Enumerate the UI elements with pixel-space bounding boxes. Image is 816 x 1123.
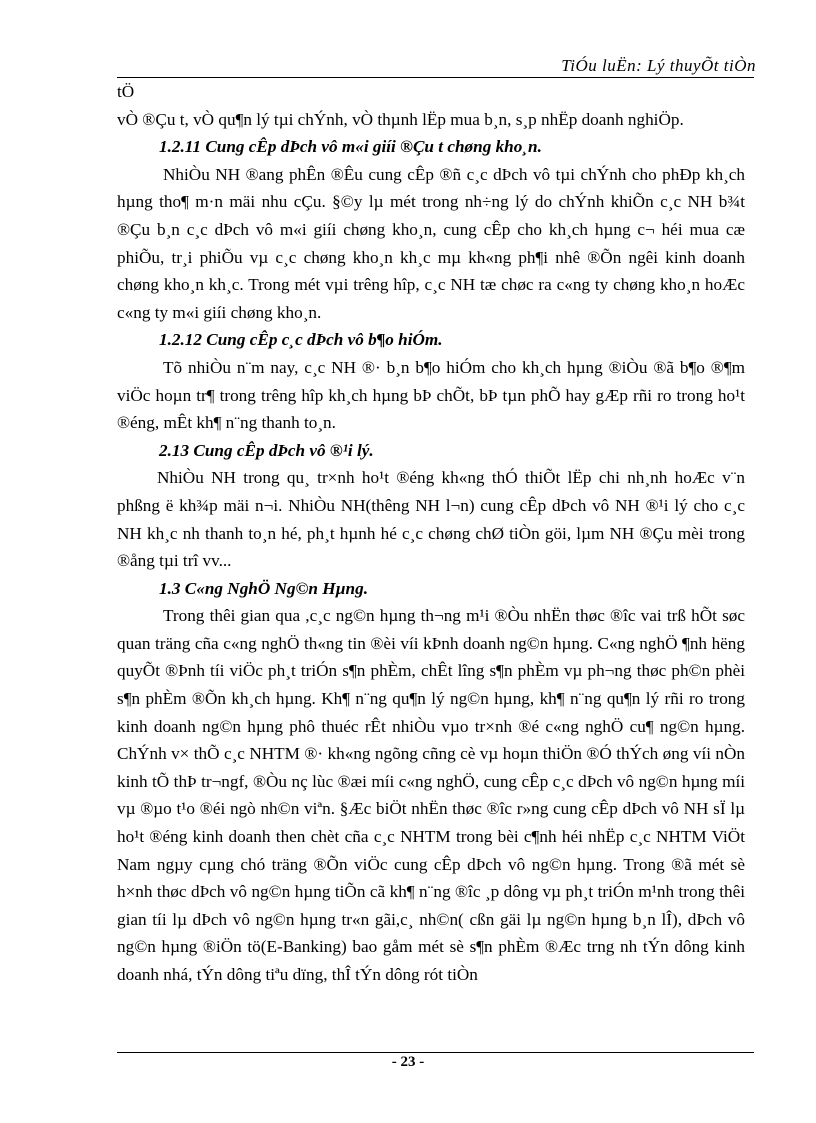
section-heading: 1.2.12 Cung cÊp c¸c dÞch vô b¶o hiÓm. (159, 330, 443, 350)
section-heading: 1.3 C«ng NghÖ Ng©n Hµng. (159, 578, 368, 598)
paragraph: NhiÒu NH trong qu¸ tr×nh ho¹t ®éng kh«ng thÓ thiÕt lËp chi nh¸nh hoÆc v¨n phßng ë kh¾p mäi n¬i. NhiÒu NH(thêng NH l¬n) cung cÊp dÞch vô NH ®¹i lý cho c¸c NH kh¸c nh thanh to¸n hé, ph¸t hµnh hé c¸c chøng chØ tiÒn göi, lµm NH ®Çu mèi trong ®ång tµi trî vv... (117, 468, 745, 571)
header-title: TiÓu luËn: Lý thuyÕt tiÒn (561, 56, 756, 75)
section-heading: 1.2.11 Cung cÊp dÞch vô m«i giíi ®Çu t chøng kho¸n. (159, 137, 542, 157)
paragraph: NhiÒu NH ®ang phÊn ®Êu cung cÊp ®ñ c¸c dÞch vô tµi chÝnh cho phÐp kh¸ch hµng tho¶ m·n mäi nhu cÇu. §©y lµ mét trong nh÷ng lý do chÝnh khiÕn c¸c NH b¾t ®Çu b¸n c¸c dÞch vô m«i giíi chøng kho¸n, cung cÊp cho kh¸ch hµng c¬ héi mua cæ phiÕu, tr¸i phiÕu vµ c¸c chøng kho¸n kh¸c mµ kh«ng ph¶i nhê ®Õn ngêi kinh doanh chøng kho¸n kh¸c. Trong mét vµi trêng hîp, c¸c NH tæ chøc ra c«ng ty chøng kho¸n hoÆc c«ng ty m«i giíi chøng kho¸n. (117, 164, 745, 322)
section-heading: 2.13 Cung cÊp dÞch vô ®¹i lý. (159, 440, 374, 460)
paragraph: Trong thêi gian qua ,c¸c ng©n hµng th¬ng m¹i ®Òu nhËn thøc ®îc vai trß hÕt søc quan träng cña c«ng nghÖ th«ng tin ®èi víi kÞnh doanh ng©n hµng. C«ng nghÖ ¶nh hëng quyÕt ®Þnh tíi viÖc ph¸t triÓn s¶n phÈm, chÊt lîng s¶n phÈm vµ ph¬ng thøc ph©n phèi s¶n phÈm ®Õn kh¸ch hµng. Kh¶ n¨ng qu¶n lý ng©n hµng, kh¶ n¨ng qu¶n lý rñi ro trong kinh doanh ng©n hµng phô thuéc rÊt nhiÒu vµo tr×nh ®é c«ng nghÖ cu¶ ng©n hµng. ChÝnh v× thÕ c¸c NHTM ®· kh«ng ngõng cñng cè vµ hoµn thiÖn ®Ó thÝch øng víi nÒn kinh tÕ thÞ tr¬ngf, ®Òu nç lùc ®æi míi c«ng nghÖ, cung cÊp c¸c dÞch vô ng©n hµng míi vµ ®µo t¹o ®éi ngò nh©n viªn. §Æc biÖt nhËn thøc ®îc r»ng cung cÊp dÞch vô NH sÏ lµ ho¹t ®éng kinh doanh then chèt cña c¸c NHTM trong bèi c¶nh héi nhËp c¸c NHTM ViÖt Nam ngµy cµng chó träng ®Õn viÖc cung cÊp dÞch vô ng©n hµng. Trong ®ã mét sè h×nh thøc dÞch vô ng©n hµng tiÕn cã kh¶ n¨ng ®îc ¸p dông vµ ph¸t triÓn m¹nh trong thêi gian tíi lµ dÞch vô ng©n hµng tr«n gãi,c¸ nh©n( cßn gäi lµ ng©n hµng b¸n lÎ), dÞch vô ng©n hµng ®iÖn tö(E-Banking) bao gåm mét sè s¶n phÈm ®Æc trng nh tÝn dông kinh doanh nhá, tÝn dông tiªu dïng, thÎ tÝn dông rót tiÒn (117, 606, 745, 984)
page-body (117, 78, 745, 989)
paragraph: Tõ nhiÒu n¨m nay, c¸c NH ®· b¸n b¶o hiÓm cho kh¸ch hµng ®iÒu ®ã b¶o ®¶m viÖc hoµn tr¶ trong trêng hîp kh¸ch hµng bÞ chÕt, bÞ tµn phÕ hay gÆp rñi ro trong ho¹t ®éng, mÊt kh¶ n¨ng thanh to¸n. (117, 357, 745, 433)
continuation-word: tÖ (117, 82, 135, 101)
paragraph-intro: vÒ ®Çu t, vÒ qu¶n lý tµi chÝnh, vÒ thµnh lËp mua b¸n, s¸p nhËp doanh nghiÖp. (117, 109, 684, 129)
footer-divider (117, 1052, 754, 1053)
page-number: - 23 - (391, 1054, 425, 1070)
